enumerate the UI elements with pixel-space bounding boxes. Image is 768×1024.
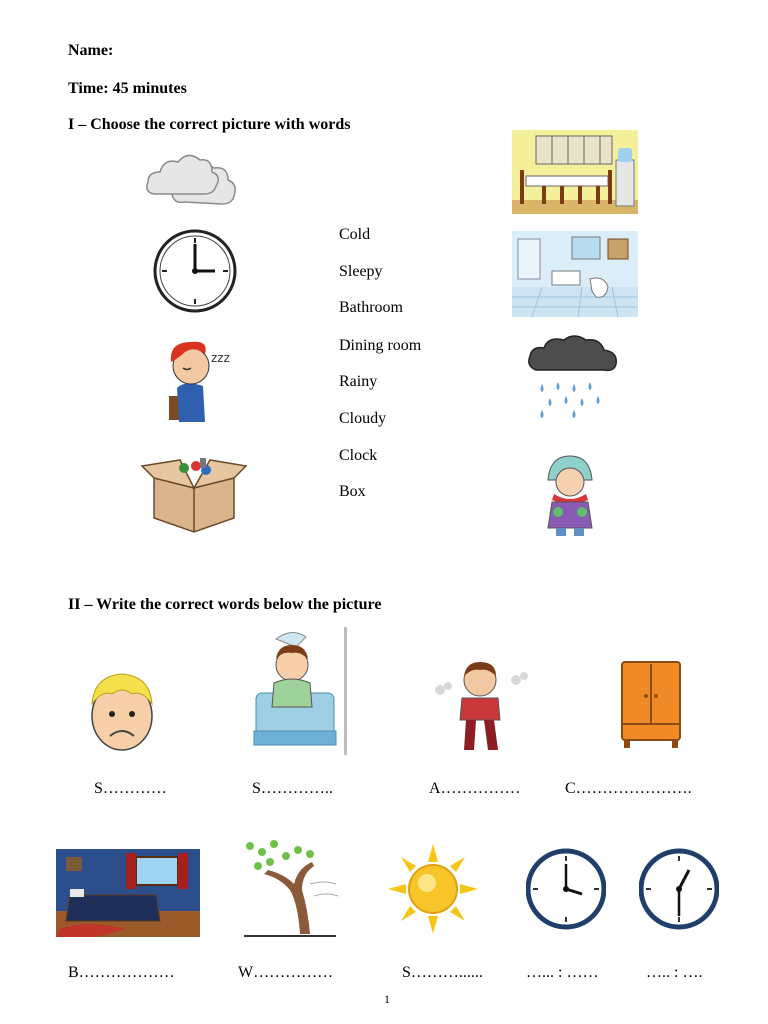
answer-blank-time-1: …... : …… [526, 964, 599, 981]
clock-picture-2 [639, 848, 719, 930]
sad-face-picture [86, 668, 158, 754]
word-rainy: Rainy [339, 373, 378, 390]
answer-blank-sick: S………….. [252, 780, 333, 797]
sun-picture [388, 844, 478, 934]
rain-cloud-picture [524, 332, 620, 422]
windy-tree-picture [240, 834, 340, 938]
word-cloudy: Cloudy [339, 410, 387, 427]
cupboard-picture [618, 658, 684, 750]
answer-blank-cupboard: C…………………. [565, 780, 692, 797]
answer-blank-sad: S………… [94, 780, 167, 797]
section-2-title: II – Write the correct words below the picture [68, 596, 382, 613]
sleepy-boy-picture [155, 336, 241, 428]
cold-girl-picture [530, 446, 610, 538]
svg-text:zzz: zzz [211, 351, 230, 365]
clock-picture-1 [526, 848, 606, 930]
bedroom-picture [56, 849, 200, 937]
page-number: 1 [384, 992, 390, 1006]
angry-boy-picture [432, 658, 530, 752]
section-1-title: I – Choose the correct picture with words [68, 116, 351, 133]
word-clock: Clock [339, 447, 378, 464]
bathroom-picture [512, 231, 638, 317]
answer-blank-bedroom: B……………… [68, 964, 175, 981]
dining-room-picture [512, 130, 638, 214]
answer-blank-time-2: ….. : …. [646, 964, 703, 981]
word-box: Box [339, 483, 366, 500]
cloud-picture [144, 142, 238, 212]
word-sleepy: Sleepy [339, 263, 383, 280]
answer-blank-windy: W…………… [238, 964, 334, 981]
name-label: Name: [68, 42, 114, 59]
answer-blank-angry: A…………… [429, 780, 521, 797]
box-picture [140, 454, 248, 534]
answer-blank-sunny: S………...... [402, 964, 483, 981]
clock-picture [153, 228, 237, 314]
word-cold: Cold [339, 226, 371, 243]
word-bathroom: Bathroom [339, 299, 403, 316]
sick-boy-picture [248, 627, 354, 755]
time-label: Time: 45 minutes [68, 80, 187, 97]
word-dining-room: Dining room [339, 337, 422, 354]
